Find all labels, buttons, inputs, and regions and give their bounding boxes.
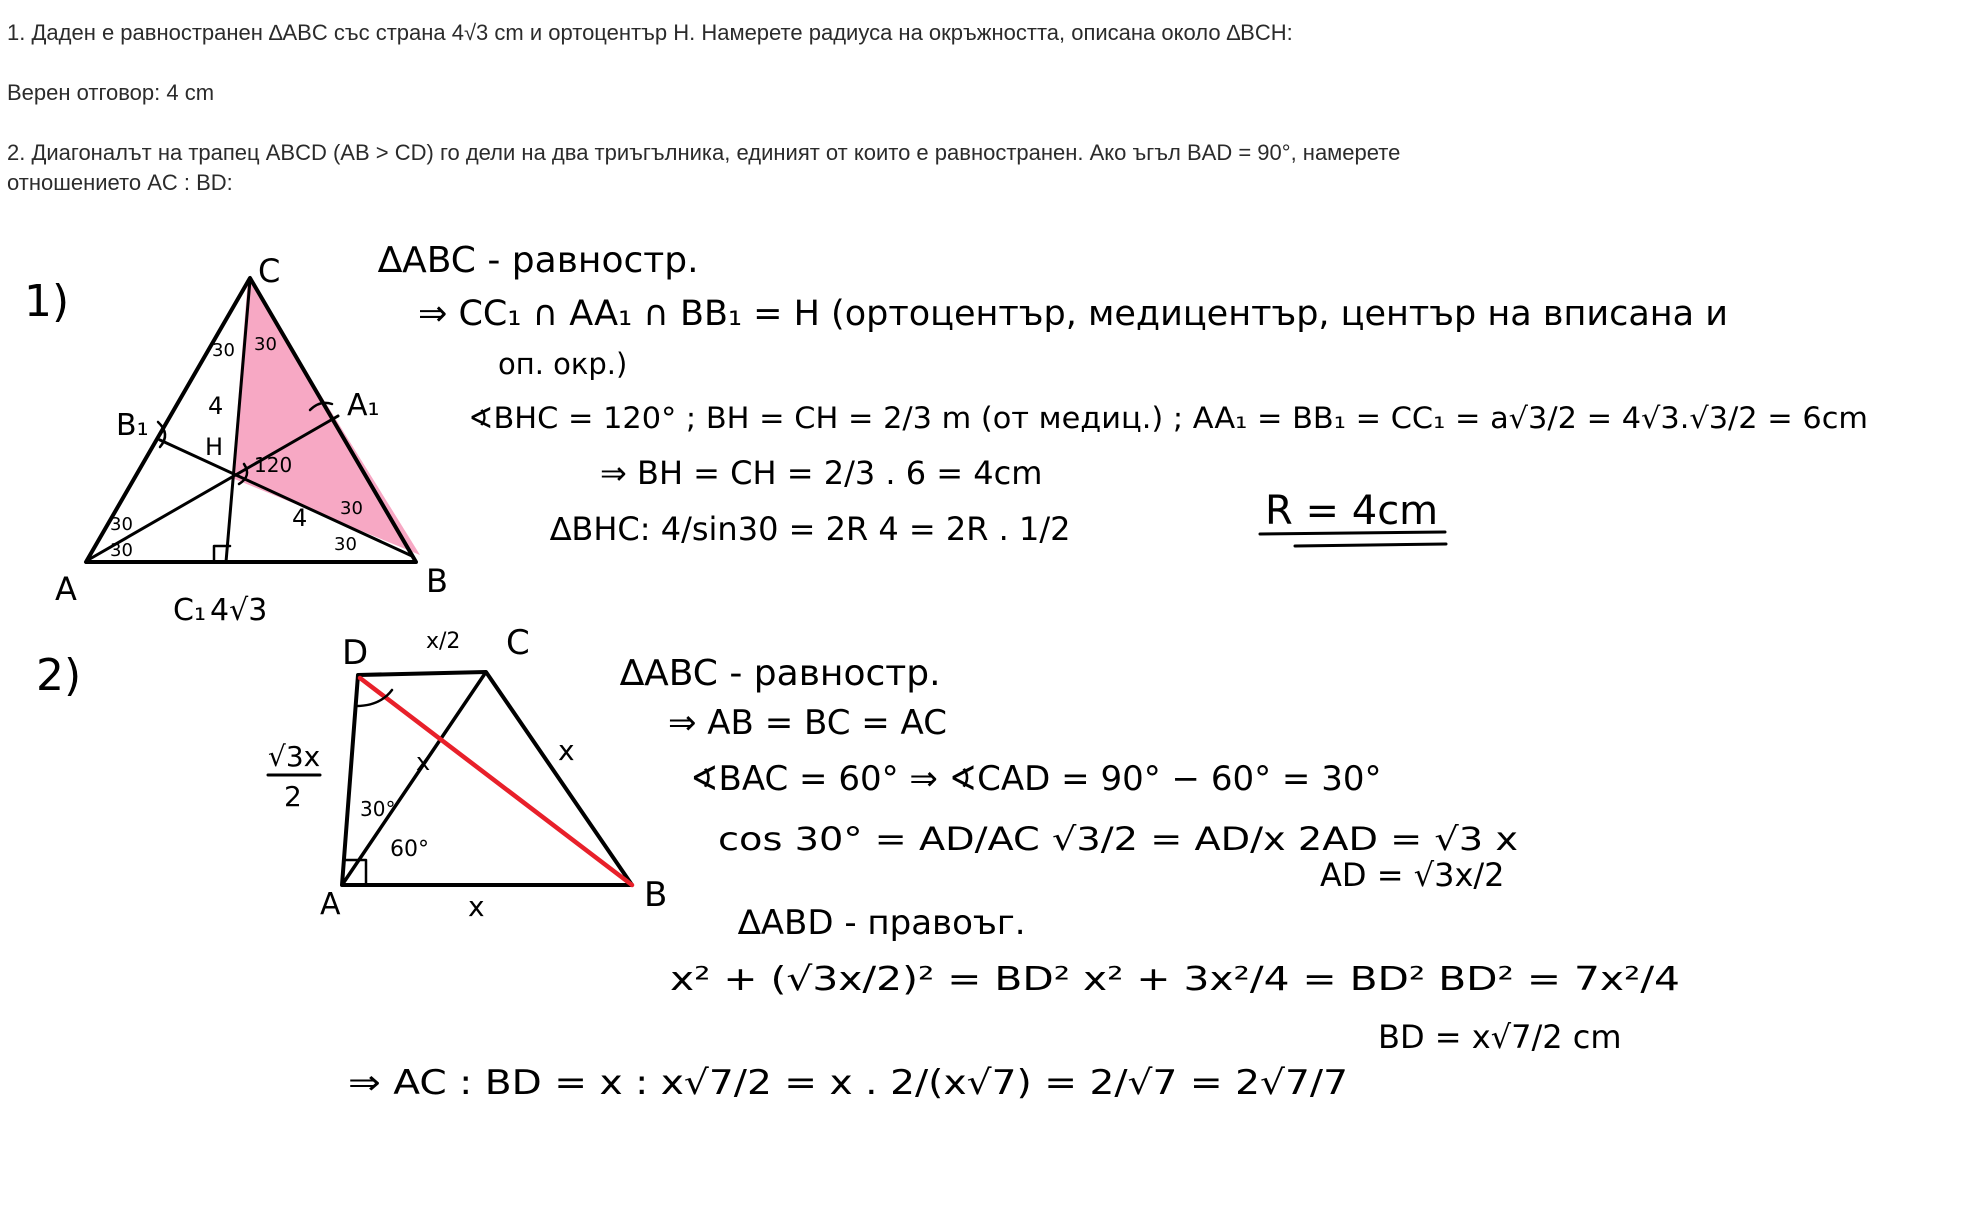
side-ab-label: x [468,890,485,923]
angle-bhc-label: 120 [254,453,293,477]
shaded-triangle-bch [232,278,420,555]
angle-30-label: 30 [110,514,133,535]
working-line: ⇒ CC₁ ∩ AA₁ ∩ BB₁ = H (ортоцентър, медицентър, център на вписана и [418,294,1728,334]
final-answer-r: R = 4cm [1265,488,1439,534]
working-line: ⇒ AB = BC = AC [668,703,947,743]
working-line: ∆ABC - равностр. [378,240,699,281]
vertex-a1-label: A₁ [347,388,380,423]
solution-1-number: 1) [24,276,70,327]
side-ad-numerator: √3x [268,740,321,773]
segment-ch-label: 4 [208,392,224,420]
solution-1-working [377,240,1868,548]
solution-2-figure [268,623,667,923]
vertex-a-label: A [55,570,77,608]
vertex-b-label: B [426,562,448,600]
angle-30-label: 30° [360,797,396,821]
side-bc-label: x [558,734,575,767]
solution-1-figure [55,252,448,628]
angle-30-label: 30 [340,498,363,519]
working-line: ∆ABD - правоъг. [738,903,1026,943]
answer-underline [1260,532,1446,546]
solution-2-working [348,653,1680,1103]
working-line: ∆BHC: 4/sin30 = 2R 4 = 2R . 1/2 [550,510,1071,548]
vertex-b1-label: B₁ [116,408,149,443]
vertex-b-label: B [644,875,668,915]
angle-30-label: 30 [254,334,277,355]
working-line: x² + (√3x/2)² = BD² x² + 3x²/4 = BD² BD² = 7x²/4 [670,959,1680,998]
orthocenter-h-label: H [205,433,224,461]
vertex-c-label: C [258,252,281,290]
angle-30-label: 30 [334,534,357,555]
segment-bh-label: 4 [292,504,308,532]
vertex-d-label: D [342,633,369,673]
problem-2-question-line2: отношението AC : BD: [7,170,233,195]
problem-1-answer: Верен отговор: 4 cm [7,80,215,105]
working-line: оп. окр.) [498,347,628,381]
problem-1-question: 1. Даден е равностранен ∆ABC със страна 4√3 cm и ортоцентър H. Намерете радиуса на окръжността, описана около ∆BCH: [7,20,1293,45]
problem-2-question: 2. Диагоналът на трапец ABCD (AB > CD) го дели на два триъгълника, единият от които е равностранен. Ако ъгъл BAD = 90°, намерете [7,140,1401,165]
working-line: ⇒ AC : BD = x : x√7/2 = x . 2/(x√7) = 2/√7 = 2√7/7 [348,1063,1348,1103]
vertex-a-label: A [320,887,341,922]
side-ad-denominator: 2 [284,780,302,813]
angle-30-label: 30 [110,540,133,561]
side-dc-label: x/2 [426,629,461,654]
working-line: ∆ABC - равностр. [620,653,941,694]
working-line: ∢BHC = 120° ; BH = CH = 2/3 m (от медиц.) ; AA₁ = BB₁ = CC₁ = a√3/2 = 4√3.√3/2 = 6cm [468,401,1868,435]
side-ac-label: x [416,748,431,776]
vertex-c-label: C [506,623,530,663]
angle-30-label: 30 [212,340,235,361]
solution-2-number: 2) [36,650,82,701]
vertex-c1-label: C₁ 4√3 [173,593,268,628]
working-line: ∢BAC = 60° ⇒ ∢CAD = 90° − 60° = 30° [690,759,1382,799]
working-line: ⇒ BH = CH = 2/3 . 6 = 4cm [600,454,1043,492]
working-line: AD = √3x/2 [1320,856,1505,894]
angle-60-label: 60° [390,837,429,862]
working-line: cos 30° = AD/AC √3/2 = AD/x 2AD = √3 x [718,820,1518,858]
working-line: BD = x√7/2 cm [1378,1018,1622,1056]
